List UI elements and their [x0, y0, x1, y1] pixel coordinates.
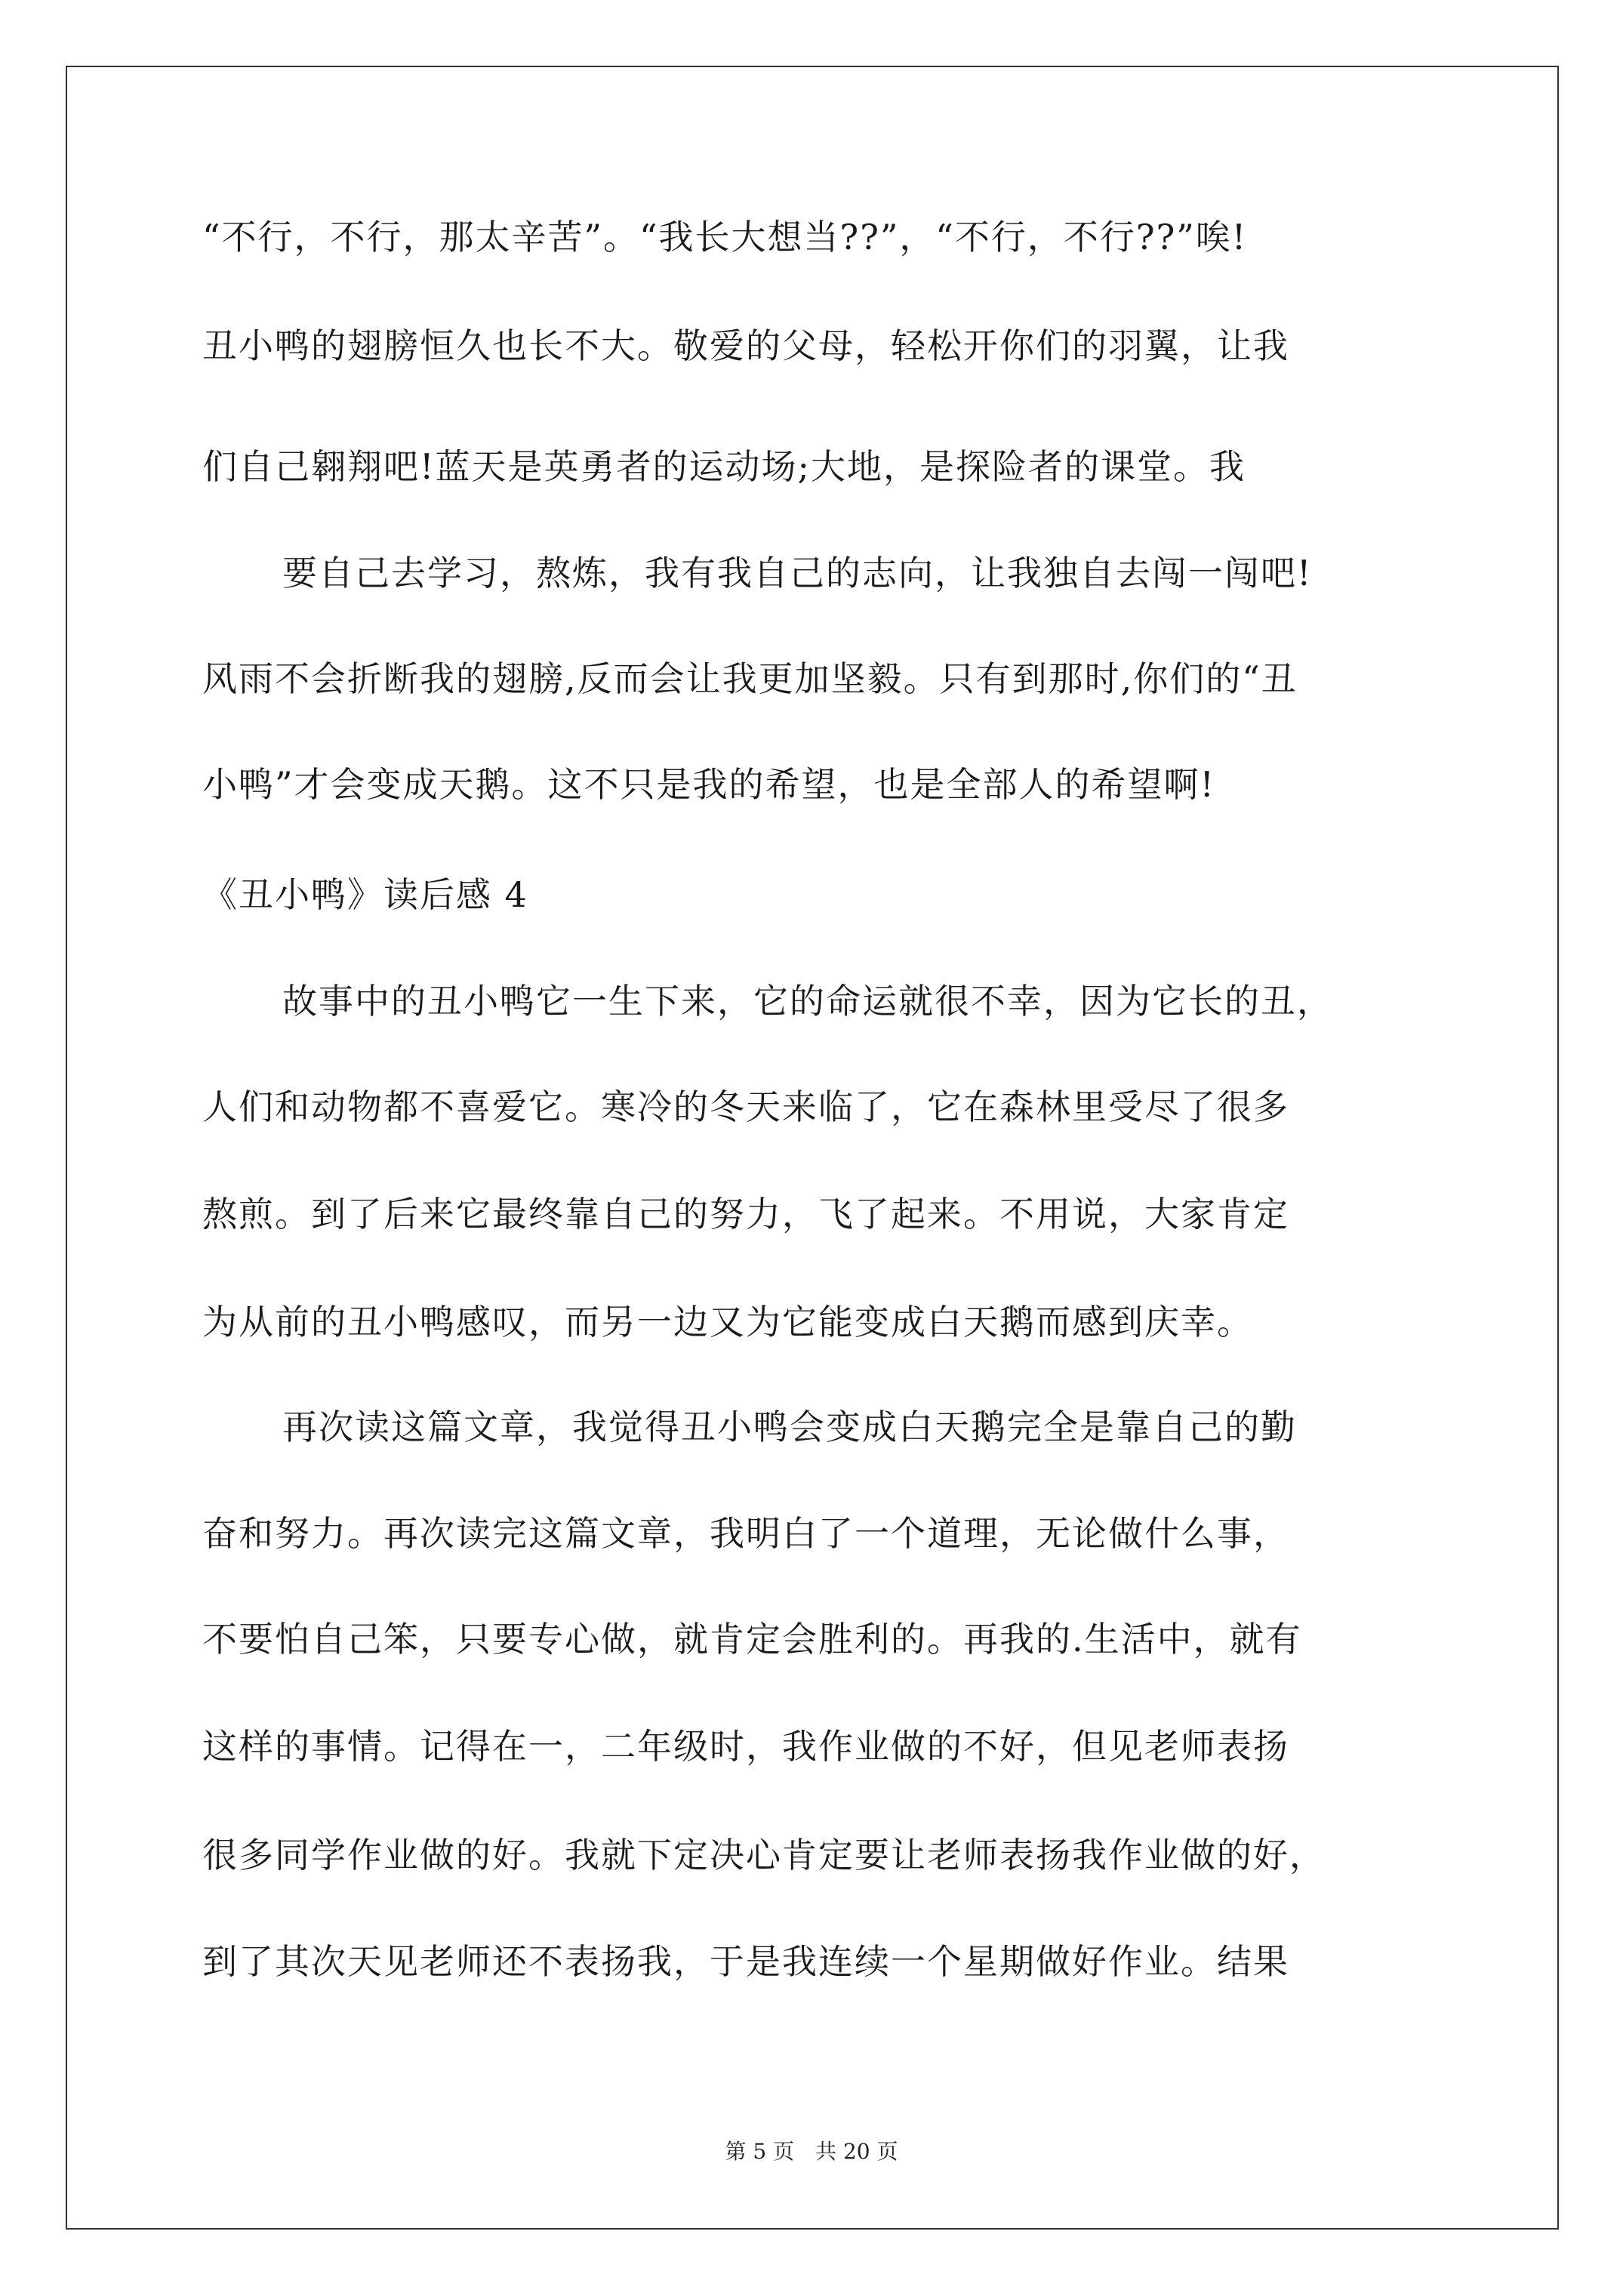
text-line: “不行，不行，那太辛苦”。“我长大想当??”，“不行，不行??”唉!: [202, 217, 1248, 257]
text-line: 这样的事情。记得在一，二年级时，我作业做的不好，但见老师表扬: [202, 1726, 1289, 1767]
text-line: 风雨不会折断我的翅膀,反而会让我更加坚毅。只有到那时,你们的“丑: [202, 658, 1298, 699]
text-line: 到了其次天见老师还不表扬我，于是我连续一个星期做好作业。结果: [202, 1941, 1289, 1982]
text-line: 很多同学作业做的好。我就下定决心肯定要让老师表扬我作业做的好，: [202, 1835, 1326, 1875]
text-line: 们自己翱翔吧!蓝天是英勇者的运动场;大地，是探险者的课堂。我: [202, 446, 1246, 487]
text-line: 小鸭”才会变成天鹅。这不只是我的希望，也是全部人的希望啊!: [202, 764, 1216, 805]
text-line: 熬煎。到了后来它最终靠自己的努力，飞了起来。不用说，大家肯定: [202, 1194, 1289, 1234]
text-line: 为从前的丑小鸭感叹，而另一边又为它能变成白天鹅而感到庆幸。: [202, 1302, 1253, 1342]
text-line: 不要怕自己笨，只要专心做，就肯定会胜利的。再我的.生活中，就有: [202, 1619, 1302, 1660]
text-line: 奋和努力。再次读完这篇文章，我明白了一个道理，无论做什么事，: [202, 1513, 1289, 1554]
text-line: 故事中的丑小鸭它一生下来，它的命运就很不幸，因为它长的丑，: [282, 981, 1333, 1022]
page-number: 第 5 页 共 20 页: [725, 2139, 898, 2164]
text-line: 再次读这篇文章，我觉得丑小鸭会变成白天鹅完全是靠自己的勤: [282, 1407, 1297, 1447]
text-line: 要自己去学习，熬炼，我有我自己的志向，让我独自去闯一闯吧!: [282, 553, 1313, 593]
page-frame: [66, 66, 1559, 2230]
text-line: 人们和动物都不喜爱它。寒冷的冬天来临了，它在森林里受尽了很多: [202, 1086, 1289, 1127]
section-heading: 《丑小鸭》读后感 4: [202, 874, 528, 915]
text-line: 丑小鸭的翅膀恒久也长不大。敬爱的父母，轻松开你们的羽翼，让我: [202, 325, 1289, 366]
